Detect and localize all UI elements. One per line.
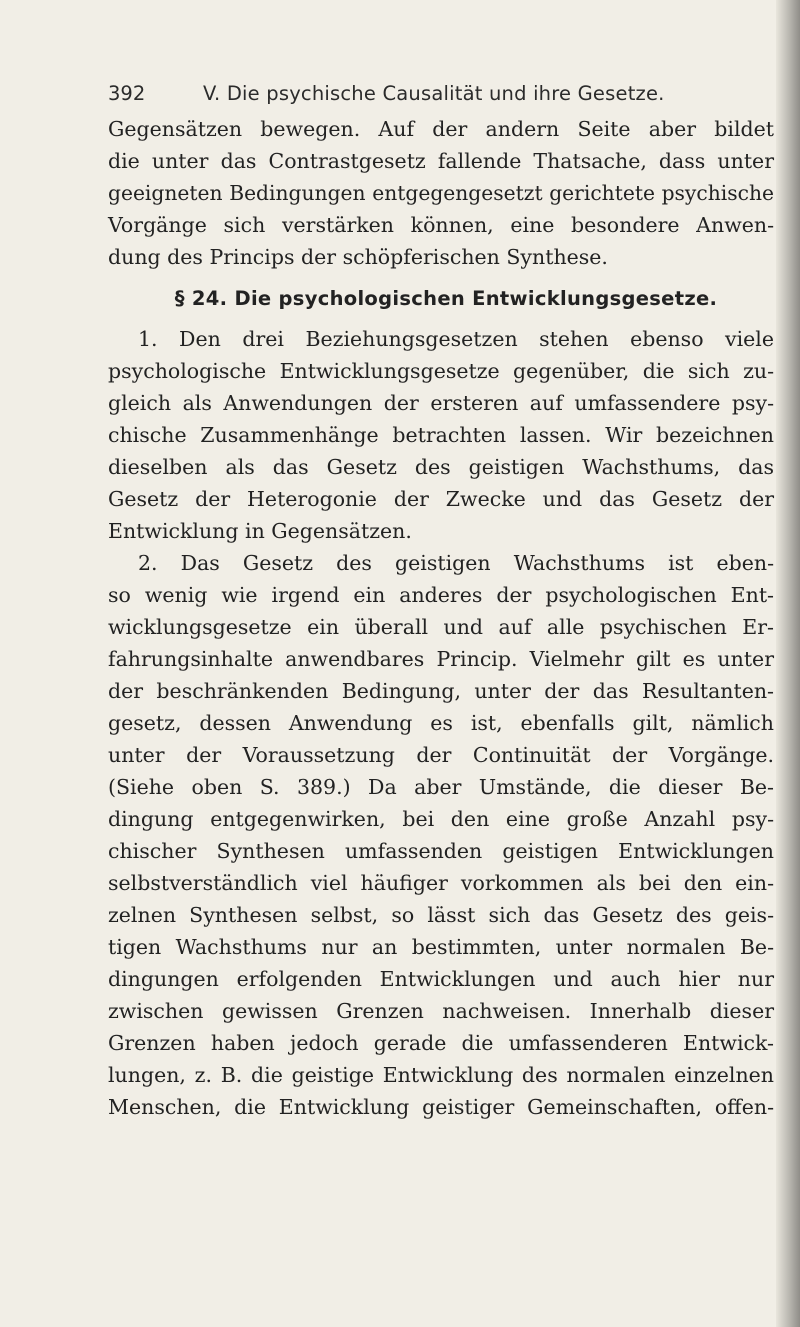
text-line: chischer Synthesen umfassenden geistigen Entwicklungen [108, 839, 774, 863]
text-line: zwischen gewissen Grenzen nachweisen. Innerhalb dieser [108, 999, 774, 1023]
running-title: V. Die psychische Causalität und ihre Gesetze. [203, 82, 665, 105]
text-line: tigen Wachsthums nur an bestimmten, unter normalen Be- [108, 935, 774, 959]
text-line: fahrungsinhalte anwendbares Princip. Vielmehr gilt es unter [108, 647, 774, 671]
text-line: unter der Voraussetzung der Continuität der Vorgänge. [108, 743, 774, 767]
text-line: dingungen erfolgenden Entwicklungen und auch hier nur [108, 967, 774, 991]
text-line: dingung entgegenwirken, bei den eine große Anzahl psy- [108, 807, 774, 831]
text-line: geeigneten Bedingungen entgegengesetzt gerichtete psychische [108, 181, 774, 205]
text-line: Gesetz der Heterogonie der Zwecke und das Gesetz der [108, 487, 774, 511]
text-line: Vorgänge sich verstärken können, eine besondere Anwen- [108, 213, 774, 237]
text-line: dung des Princips der schöpferischen Synthese. [108, 245, 608, 269]
text-line: (Siehe oben S. 389.) Da aber Umstände, die dieser Be- [108, 775, 774, 799]
text-line: der beschränkenden Bedingung, unter der das Resultanten- [108, 679, 774, 703]
page-number: 392 [108, 82, 146, 105]
text-line: psychologische Entwicklungsgesetze gegenüber, die sich zu- [108, 359, 774, 383]
text-line: Entwicklung in Gegensätzen. [108, 519, 412, 543]
page-text [108, 113, 774, 1123]
text-line: Gegensätzen bewegen. Auf der andern Seite aber bildet [108, 117, 774, 141]
text-line: dieselben als das Gesetz des geistigen Wachsthums, das [108, 455, 774, 479]
text-line: gleich als Anwendungen der ersteren auf umfassendere psy- [108, 391, 774, 415]
section-heading: § 24. Die psychologischen Entwicklungsgesetze. [174, 287, 718, 310]
text-line: gesetz, dessen Anwendung es ist, ebenfalls gilt, nämlich [108, 711, 774, 735]
text-line: 1. Den drei Beziehungsgesetzen stehen ebenso viele [138, 327, 774, 351]
running-header [108, 82, 768, 110]
page-edge-shadow [776, 0, 800, 1327]
text-line: 2. Das Gesetz des geistigen Wachsthums ist eben- [138, 551, 774, 575]
text-line: so wenig wie irgend ein anderes der psychologischen Ent- [108, 583, 774, 607]
text-line: zelnen Synthesen selbst, so lässt sich das Gesetz des geis- [108, 903, 774, 927]
text-line: wicklungsgesetze ein überall und auf alle psychischen Er- [108, 615, 774, 639]
text-line: die unter das Contrastgesetz fallende Thatsache, dass unter [108, 149, 774, 173]
text-line: Grenzen haben jedoch gerade die umfassenderen Entwick- [108, 1031, 774, 1055]
text-line: chische Zusammenhänge betrachten lassen. Wir bezeichnen [108, 423, 774, 447]
text-line: lungen, z. B. die geistige Entwicklung des normalen einzelnen [108, 1063, 774, 1087]
text-line: selbstverständlich viel häufiger vorkommen als bei den ein- [108, 871, 774, 895]
text-line: Menschen, die Entwicklung geistiger Gemeinschaften, offen- [108, 1095, 774, 1119]
